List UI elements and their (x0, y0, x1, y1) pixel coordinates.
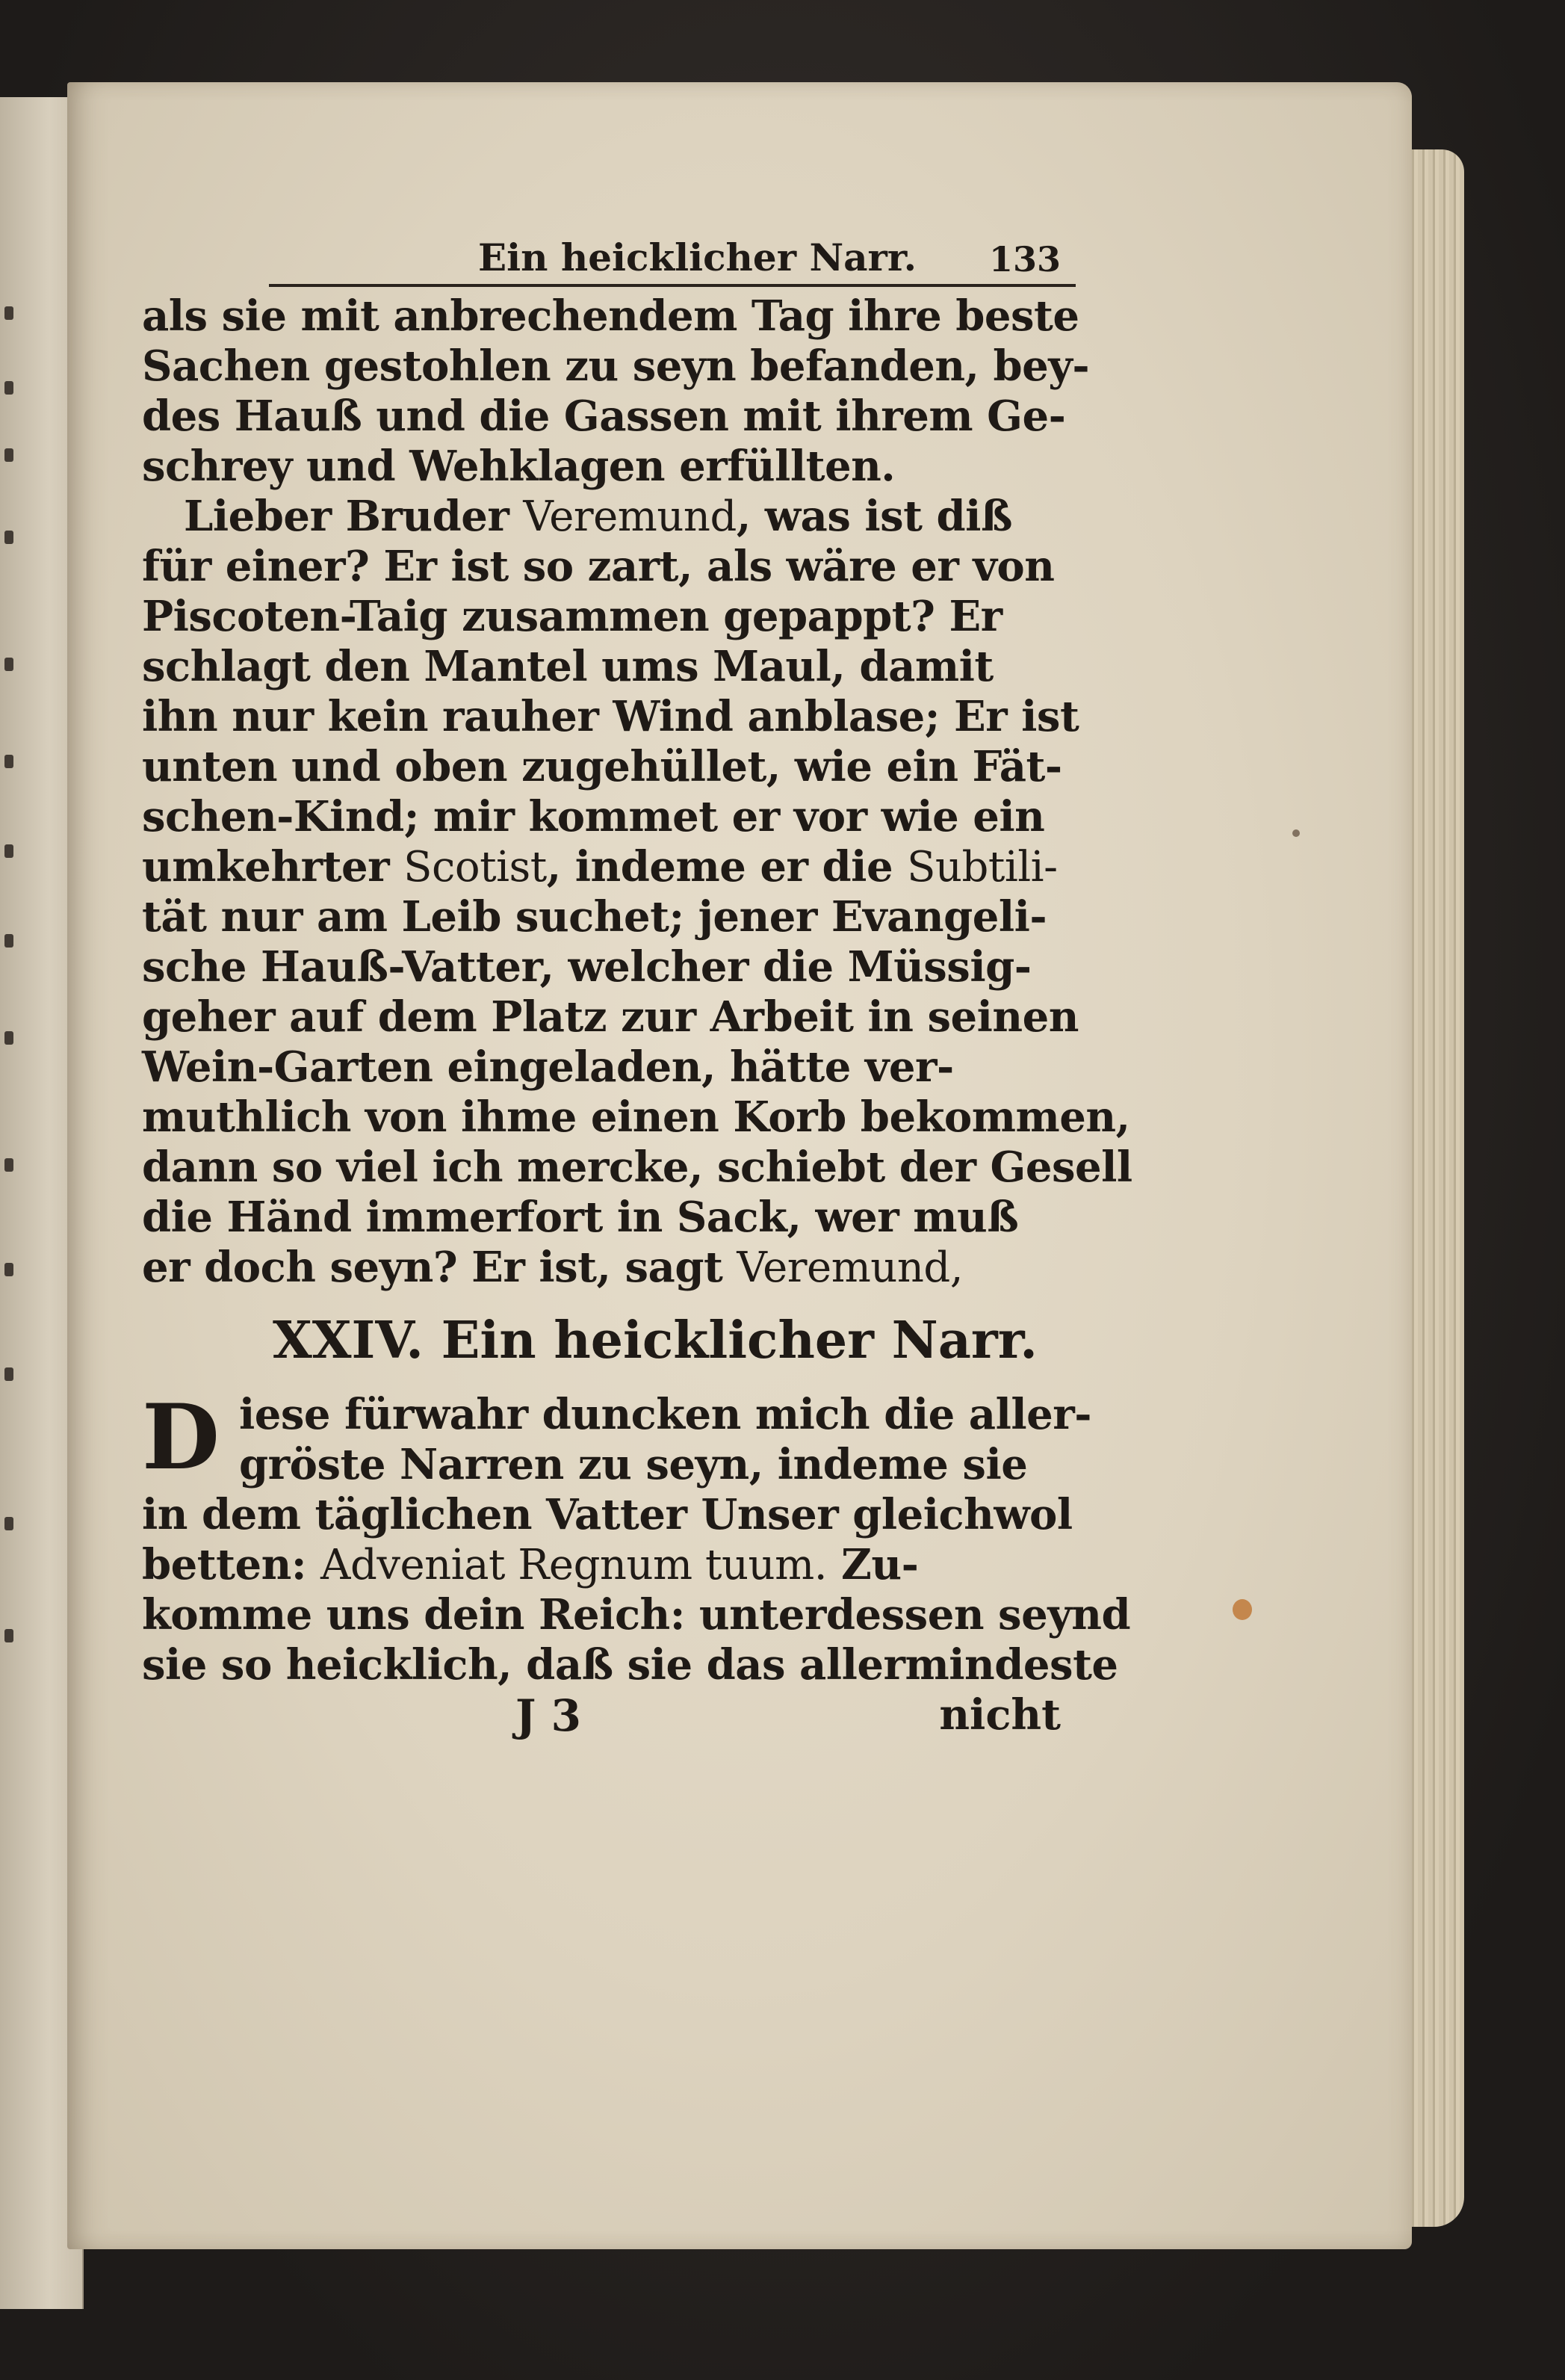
text-line: des Hauß und die Gassen mit ihrem Ge- (142, 392, 1066, 441)
text-line: dann so viel ich mercke, schiebt der Gesell (142, 1143, 1132, 1192)
name-veremund: Veremund (523, 492, 737, 541)
text-block (142, 224, 1132, 1743)
text-line: tät nur am Leib suchet; jener Evangeli- (142, 892, 1047, 942)
text-line: unten und oben zugehüllet, wie ein Fät- (142, 742, 1062, 791)
text-line (142, 492, 1061, 542)
text-line: schrey und Wehklagen erfüllten. (142, 442, 896, 491)
section-title: Ein heicklicher Narr. (441, 1311, 1038, 1370)
running-title: Ein heicklicher Narr. (478, 235, 917, 279)
section-opening (142, 1385, 1091, 1490)
text-line: schen-Kind; mir kommet er vor wie ein (142, 792, 1045, 841)
text-line: ihn nur kein rauher Wind anblase; Er ist (142, 692, 1079, 741)
text-line (142, 1540, 1061, 1590)
text-line: Sachen gestohlen zu seyn befanden, bey- (142, 341, 1090, 391)
running-header (269, 224, 1076, 287)
text-line: sche Hauß-Vatter, welcher die Müssig- (142, 942, 1032, 992)
text-line: als sie mit anbrechendem Tag ihre beste (142, 291, 1079, 341)
text-line: in dem täglichen Vatter Unser gleichwol (142, 1490, 1073, 1539)
text-line: Wein-Garten eingeladen, hätte ver- (142, 1042, 954, 1092)
text-line: gröste Narren zu seyn, indeme sie (239, 1440, 1028, 1489)
text-line: sie so heicklich, daß sie das allermindeste (142, 1640, 1118, 1690)
text-run: betten: (142, 1540, 321, 1589)
text-line: Piscoten-Taig zusammen gepappt? Er (142, 592, 1002, 641)
text-run: Lieber Bruder (184, 492, 524, 541)
text-line: geher auf dem Platz zur Arbeit in seinen (142, 992, 1079, 1042)
text-run: umkehrter (142, 842, 404, 891)
name-veremund: Veremund, (737, 1243, 964, 1292)
page-number: 133 (988, 239, 1061, 279)
text-line: für einer? Er ist so zart, als wäre er von (142, 542, 1055, 591)
word-scotist: Scotist (403, 843, 547, 891)
text-run: , indeme er die (546, 842, 908, 891)
text-line: iese fürwahr duncken mich die aller- (239, 1390, 1091, 1439)
text-line (142, 1243, 1061, 1293)
section-heading (273, 1303, 1061, 1378)
drop-cap-initial: D (142, 1385, 220, 1490)
text-line: komme uns dein Reich: unterdessen seynd (142, 1590, 1131, 1639)
text-run: , was ist diß (736, 492, 1012, 541)
page-footer (142, 1690, 1061, 1743)
text-run: er doch seyn? Er ist, sagt (142, 1243, 737, 1292)
ink-speck (1292, 829, 1300, 837)
text-line: schlagt den Mantel ums Maul, damit (142, 642, 994, 691)
ink-stain (1233, 1599, 1252, 1620)
signature-mark: J 3 (515, 1690, 581, 1741)
text-line (142, 842, 1061, 892)
text-run: Zu- (827, 1540, 919, 1589)
catchword: nicht (939, 1690, 1061, 1740)
word-subtilitaet: Subtili- (907, 843, 1058, 891)
body-text (142, 291, 1132, 1293)
latin-quote: Adveniat Regnum tuum. (320, 1541, 827, 1589)
section-numeral: XXIV. (273, 1311, 424, 1370)
text-line: die Händ immerfort in Sack, wer muß (142, 1193, 1019, 1242)
text-line: muthlich von ihme einen Korb bekommen, (142, 1092, 1130, 1142)
